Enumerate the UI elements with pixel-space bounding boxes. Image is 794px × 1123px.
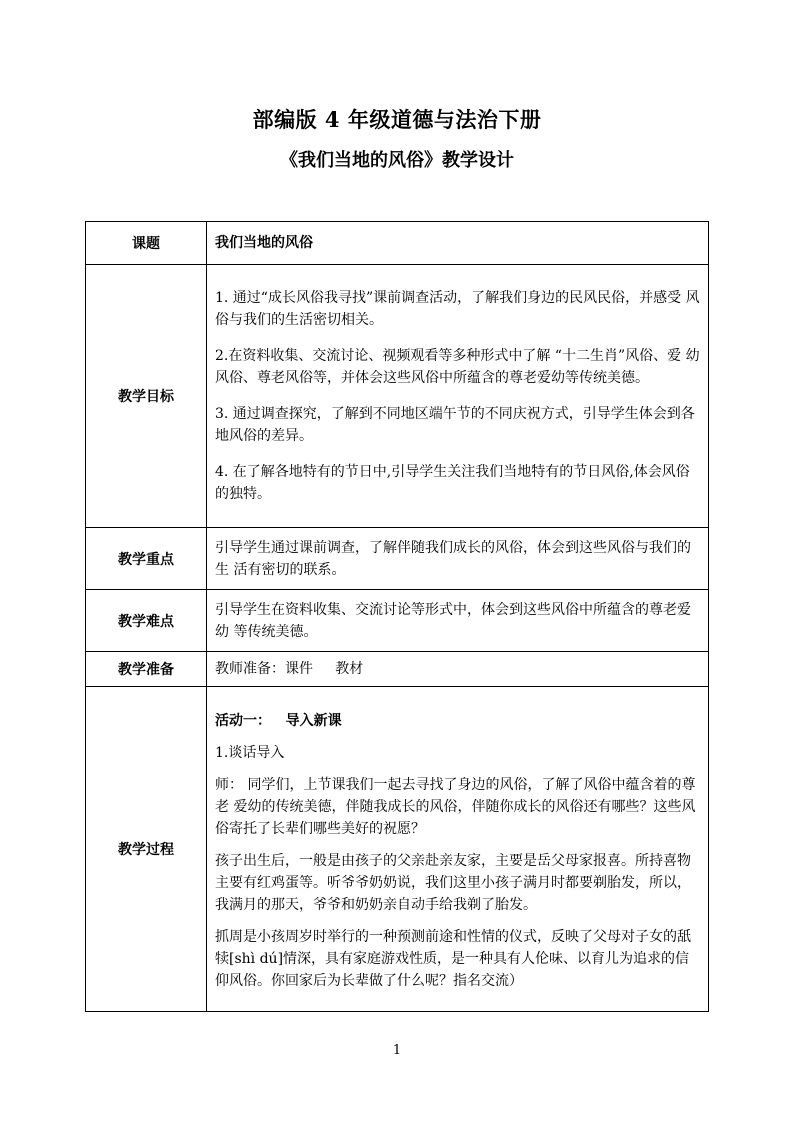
- topic-label: 课题: [86, 222, 207, 265]
- key-points-value: 引导学生通过课前调查，了解伴随我们成长的风俗，体会到这些风俗与我们的生 活有密切的联系。: [207, 528, 709, 590]
- table-row-key-points: [86, 528, 709, 590]
- objectives-label: 教学目标: [86, 265, 207, 528]
- step-heading: 1.谈话导入: [215, 745, 285, 761]
- table-row-preparation: [86, 652, 709, 687]
- table-row-objectives: [86, 265, 709, 528]
- process-content: [207, 687, 709, 1012]
- document-subtitle: 《我们当地的风俗》教学设计: [280, 150, 514, 171]
- lesson-plan-table: [85, 221, 709, 1012]
- objective-item: 3. 通过调查探究，了解到不同地区端午节的不同庆祝方式，引导学生体会到各 地风俗的差异。: [215, 406, 695, 444]
- process-paragraph: 抓周是小孩周岁时举行的一种预测前途和性情的仪式，反映了父母对子女的舐犊[shì dú]情深，具有家庭游戏性质，是一种具有人伦味、以育儿为追求的信仰风俗。你回家后为长辈做了什么呢？指名交流）: [215, 929, 691, 989]
- table-row-process: [86, 687, 709, 1012]
- objectives-content: [207, 265, 709, 528]
- table-row-difficulties: [86, 590, 709, 652]
- process-label: 教学过程: [86, 687, 207, 1012]
- objective-item: 4. 在了解各地特有的节日中,引导学生关注我们当地特有的节日风俗,体会风俗的独特。: [215, 464, 690, 502]
- process-paragraph: 孩子出生后，一般是由孩子的父亲赴亲友家，主要是岳父母家报喜。所持喜物主要有红鸡蛋等。听爷爷奶奶说，我们这里小孩子满月时都要剃胎发，所以，我满月的那天，爷爷和奶奶亲自动手给我剃了胎发。: [215, 853, 691, 913]
- objective-item: 2.在资料收集、交流讨论、视频观看等多种形式中了解 “十二生肖”风俗、爱 幼风俗、尊老风俗等，并体会这些风俗中所蕴含的尊老爱幼等传统美德。: [215, 348, 700, 386]
- objective-item: 1. 通过“成长风俗我寻找”课前调查活动，了解我们身边的民风民俗，并感受 风俗与我们的生活密切相关。: [215, 290, 700, 328]
- difficulties-value: 引导学生在资料收集、交流讨论等形式中，体会到这些风俗中所蕴含的尊老爱幼 等传统美德。: [207, 590, 709, 652]
- table-row-topic: [86, 222, 709, 265]
- document-title: 部编版 4 年级道德与法治下册: [252, 107, 542, 132]
- difficulties-label: 教学难点: [86, 590, 207, 652]
- process-paragraph: 师： 同学们，上节课我们一起去寻找了身边的风俗，了解了风俗中蕴含着的尊老 爱幼的传统美德，伴随我成长的风俗，伴随你成长的风俗还有哪些？这些风俗寄托了长辈们哪些美好的祝愿？: [215, 777, 696, 837]
- preparation-value: 教师准备：课件 教材: [207, 652, 709, 687]
- page-number: 1: [392, 1043, 402, 1058]
- activity-heading: 活动一： 导入新课: [215, 713, 342, 729]
- key-points-label: 教学重点: [86, 528, 207, 590]
- topic-value: 我们当地的风俗: [207, 222, 709, 265]
- preparation-label: 教学准备: [86, 652, 207, 687]
